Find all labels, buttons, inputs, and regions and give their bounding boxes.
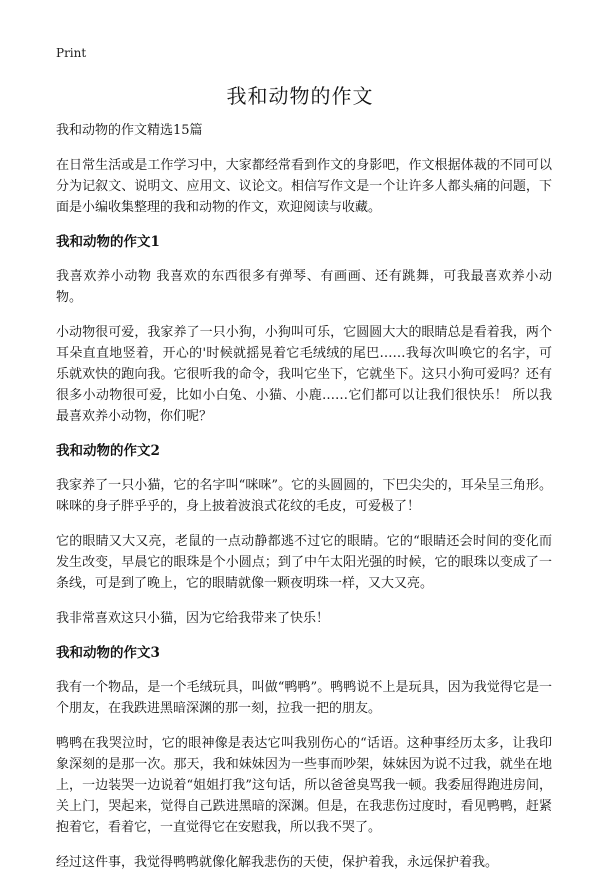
section-3-paragraph-3: 经过这件事，我觉得鸭鸭就像化解我悲伤的天使，保护着我，永远保护着我。 [56,855,499,870]
article-body [56,120,552,887]
section-3-paragraph-1: 我有一个物品，是一个毛绒玩具，叫做“鸭鸭”。鸭鸭说不上是玩具，因为我觉得它是一个朋友，在我跌进黑暗深渊的那一刻，拉我一把的朋友。 [56,680,552,716]
section-2-paragraph-1: 我家养了一只小猫，它的名字叫“咪咪”。它的头圆圆的，下巴尖尖的，耳朵呈三角形。咪咪的身子胖乎乎的，身上披着波浪式花纹的毛皮，可爱极了！ [56,478,552,514]
section-2-paragraph-2: 它的眼睛又大又亮，老鼠的一点动静都逃不过它的眼睛。它的“眼睛还会时间的变化而发生改变，早晨它的眼珠是个小圆点；到了中午太阳光强的时候，它的眼珠以变成了一条线，可是到了晚上，它的眼睛就像一颗夜明珠一样，又大又亮。 [56,534,552,591]
section-heading-2: 我和动物的作文2 [56,443,160,459]
section-1-paragraph-2: 小动物很可爱，我家养了一只小狗，小狗叫可乐，它圆圆大大的眼睛总是看着我，两个耳朵直直地竖着，开心的'时候就摇晃着它毛绒绒的尾巴……我每次叫唤它的名字，可乐就欢快的跑向我。它很听我的命令，我叫它坐下，它就坐下。这只小狗可爱吗？还有很多小动物很可爱，比如小白兔、小猫、小鹿……它们都可以让我们很快乐！ 所以我最喜欢养小动物，你们呢？ [56,325,552,424]
section-heading-3: 我和动物的作文3 [56,645,160,661]
intro-paragraph: 在日常生活或是工作学习中，大家都经常看到作文的身影吧，作文根据体裁的不同可以分为记叙文、说明文、应用文、议论文。相信写作文是一个让许多人都头痛的问题，下面是小编收集整理的我和动物的作文，欢迎阅读与收藏。 [56,158,552,215]
section-heading-1: 我和动物的作文1 [56,234,160,250]
print-link[interactable]: Print [56,46,87,60]
section-1-paragraph-1: 我喜欢养小动物 我喜欢的东西很多有弹琴、有画画、还有跳舞，可我最喜欢养小动物。 [56,269,552,305]
page-title: 我和动物的作文 [226,84,374,108]
article-subtitle: 我和动物的作文精选15篇 [56,123,203,138]
section-3-paragraph-2: 鸭鸭在我哭泣时，它的眼神像是表达它叫我别伤心的“话语。这种事经历太多，让我印象深刻的是那一次。那天，我和妹妹因为一些事而吵架，妹妹因为说不过我，就坐在地上，一边装哭一边说着“姐姐打我”这句话，所以爸爸臭骂我一顿。我委屈得跑进房间，关上门，哭起来，觉得自己跌进黑暗的深渊。但是，在我悲伤过度时，看见鸭鸭，赶紧抱着它，看着它，一直觉得它在安慰我，所以我不哭了。 [56,736,552,835]
section-2-paragraph-3: 我非常喜欢这只小猫，因为它给我带来了快乐！ [56,611,330,626]
